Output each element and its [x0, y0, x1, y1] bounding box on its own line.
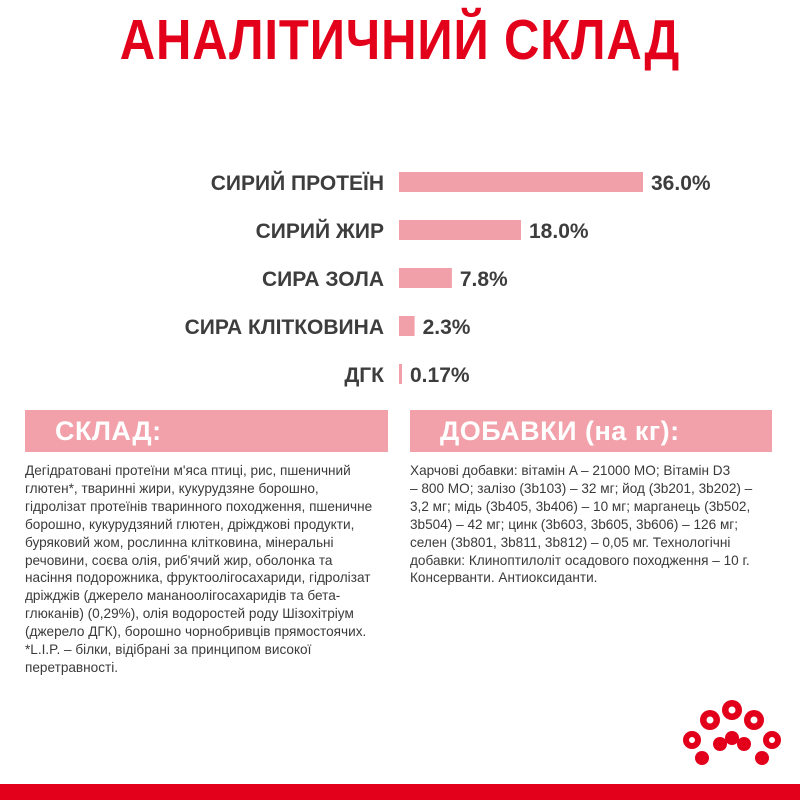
bar [399, 364, 402, 384]
bar [399, 268, 452, 288]
royal-canin-crown-icon [672, 700, 792, 770]
additives-text: Харчові добавки: вітамін A – 21000 МО; Вітамін D3 – 800 МО; залізо (3b103) – 32 мг; йод (3b201, 3b202) – 3,2 мг; мідь (3b405, 3b406) – 10 мг; марганець (3b502, 3b504) – 42 мг; цинк (3b603, 3b605, 3b606) – 126 мг; селен (3b801, 3b811, 3b812) – 0,05 мг. Технологічні добавки: Клиноптилоліт осадового походження – 10 г. Консерванти. Антиоксиданти. [410, 463, 753, 586]
value-label: 18.0% [529, 220, 589, 243]
category-label: СИРА ЗОЛА [261, 268, 384, 291]
value-label: 7.8% [459, 268, 508, 291]
value-label: 2.3% [422, 316, 471, 339]
composition-text: Дегідратовані протеїни м'яса птиці, рис, пшеничний глютен*, тваринні жири, кукурудзяне борошно, гідролізат протеїнів тваринного походження, пшеничне борошно, кукурудзяний глютен, дріжджові продукти, буряковий жом, рослинна клітковина, мінеральні речовини, соєва олія, риб'ячий жир, оболонка та насіння подорожника, фруктоолігосахариди, гідролізат дріжджів (джерело мананоолігосахаридів та бета- глюканів) (0,29%), олія водоростей роду Шізохітріум (джерело ДГК), борошно чорнобривців прямостоячих. *L.I.P. – білки, відібрані за принципом високої перетравності. [25, 463, 373, 675]
category-label: ДГК [344, 364, 384, 387]
category-label: СИРИЙ ЖИР [255, 220, 384, 243]
bar [399, 172, 643, 192]
value-label: 0.17% [410, 364, 470, 387]
category-label: СИРИЙ ПРОТЕЇН [210, 172, 384, 195]
bottom-brand-bar [0, 784, 800, 800]
additives-heading: ДОБАВКИ (на кг): [410, 410, 772, 452]
page-title: АНАЛІТИЧНИЙ СКЛАД [119, 8, 681, 72]
value-label: 36.0% [651, 172, 711, 195]
composition-heading: СКЛАД: [25, 410, 388, 452]
bar [399, 220, 521, 240]
category-label: СИРА КЛІТКОВИНА [184, 316, 384, 339]
analytical-composition-chart [0, 150, 800, 390]
bar [399, 316, 415, 336]
